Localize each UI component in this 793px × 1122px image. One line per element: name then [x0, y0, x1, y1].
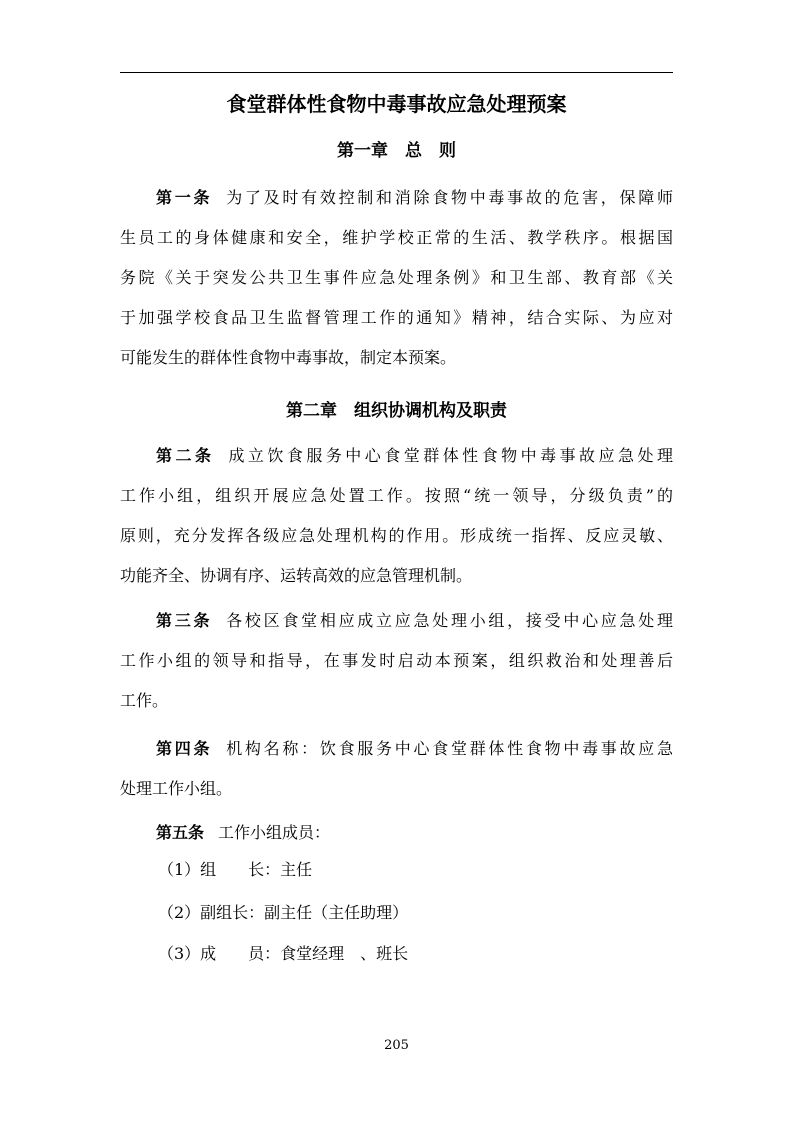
article-2-line	[120, 436, 673, 476]
article-3-line	[120, 601, 673, 641]
article-2-text: 成立饮食服务中心食堂群体性食物中毒事故应急处理	[228, 446, 673, 465]
article-1	[120, 178, 673, 378]
article-1-label: 第一条	[156, 188, 213, 207]
article-1-line: 务院《关于突发公共卫生事件应急处理条例》和卫生部、教育部《关	[120, 268, 673, 287]
chapter-2-heading: 第二章 组织协调机构及职责	[286, 401, 507, 421]
article-3-line: 工作。	[120, 691, 169, 710]
article-3-line: 工作小组的领导和指导，在事发时启动本预案，组织救治和处理善后	[120, 651, 673, 670]
article-4-line	[120, 729, 673, 769]
page-number: 205	[384, 1038, 409, 1053]
article-2	[120, 436, 673, 596]
article-5-line	[120, 813, 673, 853]
article-1-line: 可能发生的群体性食物中毒事故，制定本预案。	[120, 348, 457, 367]
article-1-text: 为了及时有效控制和消除食物中毒事故的危害，保障师	[226, 188, 673, 207]
member-staff: （3）成 员：食堂经理 、班长	[158, 944, 409, 963]
article-3	[120, 601, 673, 721]
article-3-text: 各校区食堂相应成立应急处理小组，接受中心应急处理	[226, 611, 673, 630]
article-2-line: 功能齐全、协调有序、运转高效的应急管理机制。	[120, 566, 473, 585]
article-4-line: 处理工作小组。	[120, 779, 233, 798]
article-4-label: 第四条	[156, 739, 213, 758]
article-2-line: 工作小组，组织开展应急处置工作。按照“统一领导，分级负责”的	[120, 486, 673, 505]
article-4-text: 机构名称：饮食服务中心食堂群体性食物中毒事故应急	[226, 739, 673, 758]
article-5	[120, 813, 673, 853]
article-1-line	[120, 178, 673, 218]
article-5-text: 工作小组成员：	[218, 823, 331, 842]
member-leader: （1）组 长：主任	[158, 860, 313, 879]
article-1-line: 于加强学校食品卫生监督管理工作的通知》精神，结合实际、为应对	[120, 308, 673, 327]
member-deputy-leader: （2）副组长：副主任（主任助理）	[158, 903, 409, 922]
article-2-label: 第二条	[156, 446, 215, 465]
article-1-line: 生员工的身体健康和安全，维护学校正常的生活、教学秩序。根据国	[120, 228, 673, 247]
article-3-label: 第三条	[156, 611, 213, 630]
document-title: 食堂群体性食物中毒事故应急处理预案	[226, 92, 567, 116]
article-4	[120, 729, 673, 809]
article-5-label: 第五条	[156, 823, 205, 842]
header-rule	[120, 72, 673, 73]
article-2-line: 原则，充分发挥各级应急处理机构的作用。形成统一指挥、反应灵敏、	[120, 526, 673, 545]
chapter-1-heading: 第一章 总 则	[337, 141, 456, 161]
